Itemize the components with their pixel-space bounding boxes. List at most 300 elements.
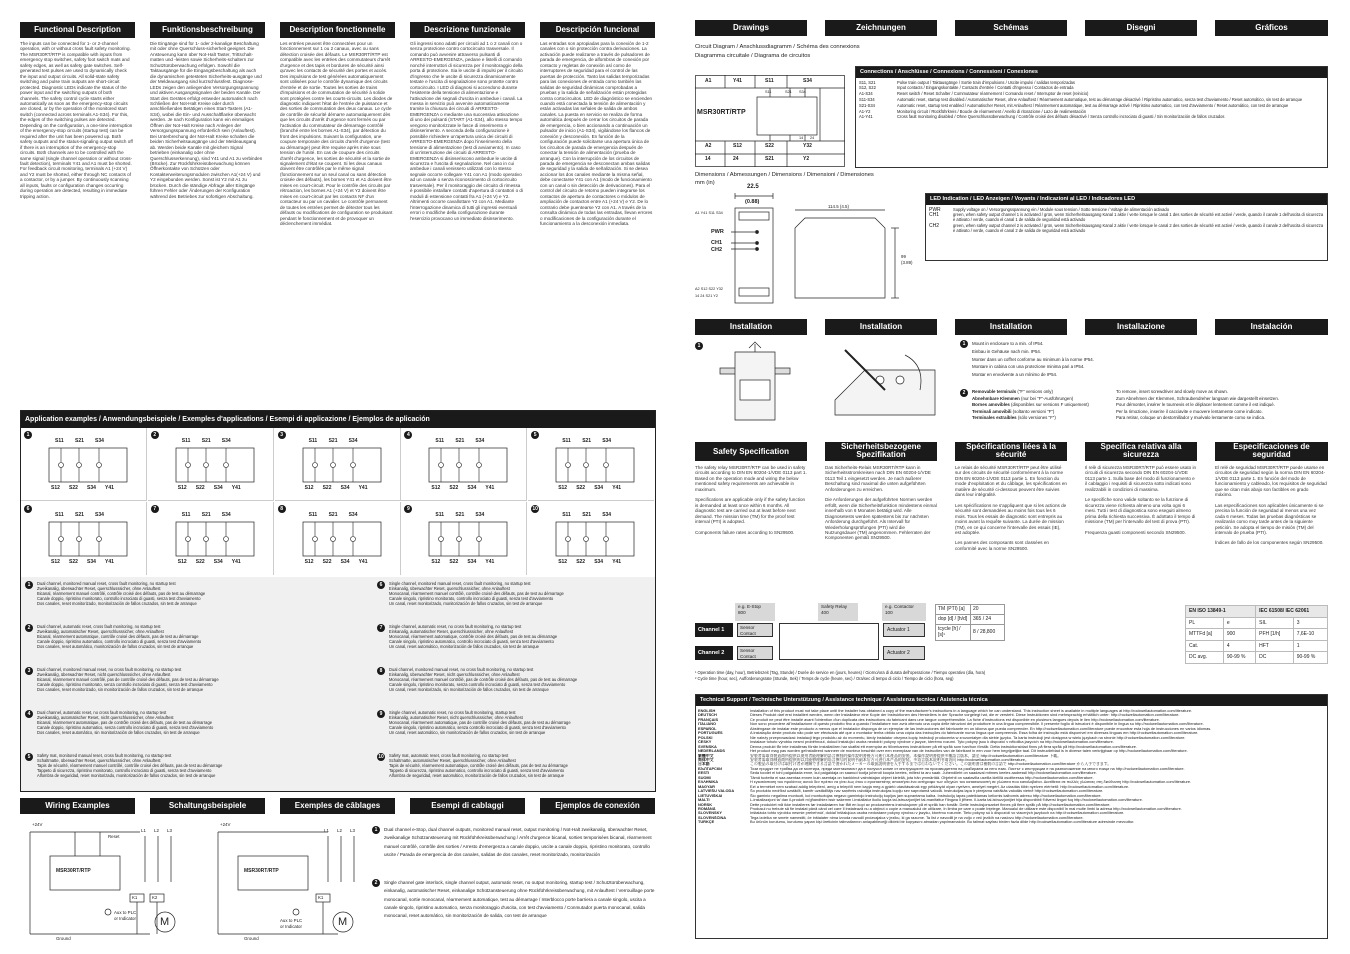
led-row [926,223,1327,234]
safety-paragraph: Le relais de sécurité MSR30RT/RTP peut être utilisé sur des circuits de sécurité conformément à la norme DIN EN 60204-1/VDE 0113 partie 1. En fonction du mode d'exploitation et du câblage, les spécifications en matière de sécurité ci-dessous peuvent être suivies dans leur intégralité. [955,465,1067,498]
channel-col-estop-value: 800 [738,609,746,615]
application-term-top: S21 [328,512,338,518]
support-text: L-installazzjoni ta' dan il-prodott m'għandhiex issir sakemm l-installatur ikollu kopja tal-istruzzjonijiet tal-manifattur f'lingwa li jifhem. Il-karta tal-istruzzjonijiet hija disponibbli f'diversi lingwi fuq http://rockwellautomation.com/literature. [750,798,1143,803]
application-term-bottom: S12 [304,485,314,491]
application-description-lines [37,581,300,606]
safety-paragraph: Specifications are applicable only if the safety function is demanded at least once within 6 months. All diagnostic test are carried out at least before next demand. The mission time (TM) for the proof test interval (PTI) is adopted. [695,497,806,525]
application-term-top: S21 [582,512,592,518]
support-text: Instalace tohoto výrobku nesmí proběhnout, dokud instalující osoba neobdrží pokyny výrobce v jazyce, kterému rozumí. Tyto pokyny jsou k dispozici v několika jazycích na http://rockwellautomation.com/literature. [750,740,1114,745]
connections-header: Connections / Anschlüsse / Connexions / Connessioni / Conexiones [856,67,1327,78]
application-description-line: Zweikanalig, überwachter Reset, querschlusssicher, ohne Anlauftest [37,586,161,591]
application-term-bottom: S34 [213,559,223,565]
application-description-line: Canale singolo, ripristino automatico, controllo incrociato di guasti, senza test d'avviamento [389,639,554,644]
application-diagram-grid [21,428,655,576]
application-term-top: S11 [308,438,318,444]
functional-header-it: Descrizione funzionale [410,22,525,38]
installation-step-1-line: Mount in enclosure to a min. of IP54. [972,341,1044,346]
support-text: Ce produit ne peut être installé avant l'obtention d'un duplicata des instructions du fabricant dans une langue compréhensible. La fiche d'instructions est disponible en plusieurs langues depuis le lien http://rockwellautomation.com/literature. [750,717,1160,722]
safety-header-es: Especificaciones de seguridad [1215,442,1328,461]
application-diagram-4 [401,428,527,501]
application-diagram-mark [312,537,317,542]
functional-header-es: Descripción funcional [540,22,655,38]
support-language: TÜRKÇE [698,820,715,825]
application-term-top: S11 [55,438,64,444]
iso-row [1186,640,1328,652]
application-term-top: S11 [562,512,571,518]
support-language: ITALIANO [698,722,717,727]
application-description-line: Monocanal, réarmement manuel contrôlé, contrôle croisé des défauts, pas de test au démarrage [389,591,564,596]
wiring-2-aux2: or Indicator [280,924,302,929]
iso-value: e [1223,617,1255,629]
channel-col-relay-value: 400 [821,609,829,615]
iso-13849-table [1185,605,1328,664]
support-text: Bu ürünün kurulumu, kurulumu yapan kişi üreticinin talimatlarının anlayabileceği dildeki bir kopyasını almadan yapılmamalıdır. Bu talimat sayfası birden fazla dilde http://rockwellautomation.com/literature adresinde mevcuttur. [750,820,1135,825]
wiring-2-motor: M [338,916,348,928]
dimensions-title: Dimensions / Abmessungen / Dimensions / Dimensioni / Dimensiones [695,172,874,178]
circuit-term-bottom2-y2: Y2 [803,156,810,162]
support-language: POLSKI [698,735,713,740]
safety-note-2: ² Cycle time (hour, sec), Aufforderungsrate (Stunde, Sek) / Temps de cycle (heure, sec) / Ora/sec di tempo di ciclo / Tiempo de ciclo (hora, seg) [695,676,954,681]
channel-col-estop [735,603,775,621]
application-diagram-svg [528,502,654,575]
operation-key: dop [d] / [h/d] [936,615,971,625]
installation-step-2-term-note: (sólo versiones "F") [1016,415,1056,420]
connection-description: Monitoring circuit / Rückführkreis / Boucle de réarmement / Anello di ritorazione / Lazo de realimentación [897,108,1087,114]
application-diagram-mark [330,463,335,468]
application-description-line: Canale doppio, ripristino automatico, senza controllo incrociato di guasti, senza test d'avviamento [37,725,214,730]
functional-text-de: Die Eingänge sind für 1- oder 2-kanalige Beschaltung mit oder ohne Querschluss-sicherheit geeignet. Die Ansteuerung kann über Not-Halt Taster, Trittschalt-matten und -leisten sowie Sicherheits-schaltern zur Schutztürüberwachung erfolgen. Sowohl die Taktausgänge für die Eingangsbeschaltung als auch die dynamischen getesteten Sicherheits-ausgänge und der Meldeausgang sind kurzschlussfest. Diagnose-LEDs zeigen den anliegenden Versorgungsspannung und aktiven Ausgangssignalen der beiden Kanäle. Der Start des Gerätes erfolgt entweder automatisch nach Schließen der Not-Halt Kreise oder durch anschließendes Betätigen eines Start-Tasters (A1-S34), wobei die Ein- und Ausschaltflanke überwacht werden. Je nach Konfiguration kann ein einmaliges Öffnen der Not-Halt Kreise nach Anlegen der Versorgungsspannung erforderlich sein (Anlauftest). Bei Unterbrechung der Not-Halt Kreise schalten die beiden Sicherheitsausgänge und der Meldeausgang ab. Werden beide Kanäle mit gleichem Signal betrieben (einkanalig oder ohne Querschlusserkennung), sind Y41 und A1 zu verbinden (Brücke). Zur Rückführkreisüberwachung können Öffnerkontakte von Schützen oder Kontakterweiterungsmodulen zwischen A1(+24 V) und Y2 eingebunden werden. Sonst ist Y2 mit A1 zu brücken. Durch die ständige Abfrage aller Eingänge führen Fehler oder Änderungen der Konfiguration während des Betriebes zur sofortigen Abschaltung. [150,41,263,199]
application-term-bottom: S22 [322,559,332,565]
support-language: FRANÇAIS [698,717,719,722]
installation-step-2-instruction: Para retirar, coloque un destornillador y muévalo lentamente como se indica. [1116,415,1266,420]
application-term-top: S11 [55,512,64,518]
operation-row [936,615,1005,625]
application-description-line: Tappeto di sicurezza, ripristino monitorato, controllo incrociato di guasti, senza test d'avviamento [37,768,212,773]
channel-diagram [695,603,930,665]
led-description: green, when safety output channel 2 is activated / grün, wenn Sicherheitsausgang Kanal 2 aktiv / verte lorsque le canal 2 des sorties de sécurité est activé / verde, quando il canale 2 dell'uscita di sicurezza è attivato / verde, cuando el canal 2 de salida de seguridad está activado [953,222,1324,233]
iso-header: EN ISO 13849-1 [1186,606,1256,618]
functional-text-es: Las entradas son apropiadas para la conexión de 1-2 canales con o sin protección contra derivaciones. La activación puede realizarse a través de pulsadores de parada de emergencia, de alfombras de conexión por contacto y regletas de conexión así como de interruptores de seguridad para el control de las puertas de protección. Tanto las salidas temporizadas para las conexiones de entrada como también las salidas de seguridad dinámicas comprobadas a pruebas y la salida de señalización están protegidas contra cortocircuitos. LED de diagnóstico se encienden cuando está conectada la tensión de alimentación y están activadas las señales de salida de ambos canales. La puesta en servicio se realiza de forma automática después de cerrar los circuitos de parada de emergencia, o bien accionando a continuación un pulsador de inicio (A1-S34), vigilándose los flancos de conexión y desconexión. En función de la configuración puede solicitarse una apertura única de los circuitos de parada de emergencia después de conectar la tensión de alimentación (prueba de arranque). Con la interrupción de los circuitos de parada de emergencia se desconectan ambas salidas de seguridad y la salida de señalización. Si se desea accionar los dos canales mediante la misma señal, debe conectarse Y41 con A1 (modo de funcionamiento con un canal o sin detección de derivaciones). Para el control del circuito de retorno pueden integrarse los contactos de apertura de contactores o módulos de ampliación de contactos entre A1 (+24 V) e Y2. De lo contrario debe puentearse Y2 con A1. A través de la consulta dinámica de todas las entradas, llevan errores o modificaciones de la configuración durante el funcionamiento a la desconexión inmediata. [540,41,653,226]
safety-paragraph: The safety relay MSR30RT/RTP can be used in safety circuits according to DIN EN 60204-1/VDE 0113 part 1. Based on the operation mode and wiring the below mentioned safety requirements are achievable in maximum. [695,465,807,492]
application-description-1 [25,581,300,606]
application-term-top: S21 [455,512,465,518]
channel-relay-block [779,623,879,660]
application-description-line: Dual channel, automatic reset, cross fault monitoring, no startup test [37,624,161,629]
dim-led-pwr: PWR [711,229,724,235]
support-text: Absténgase de instalar este producto a menos que el instalador disponga de un ejemplar de las instrucciones del fabricante en un idioma que pueda comprender. En http://rockwellautomation.com/literature puede encontrar esta hoja de instrucciones en varios idiomas. [750,726,1212,731]
led-description: green, when safety output channel 1 is activated / grün, wenn Sicherheitsausgang Kanal 1 aktiv / verte lorsque le canal 1 des sorties de sécurité est activé / verde, quando il canale 1 dell'uscita di sicurezza è attivato / verde, cuando el canal 1 de salida de seguridad está activado [953,212,1324,223]
installation-step-2-instruction: Pour démonter, insérer le tournevis et le déplacer lentement comme il est indiqué. [1116,402,1275,407]
application-description-line: Un canal, reset automático, monitorización de fallos cruzados, sin test de arranque [389,644,539,649]
operation-key: TM (PTI) [a] [936,605,971,615]
application-diagram-number: 7 [151,505,159,513]
installation-step-1-line: Montare in cabina con una protezione minima pari a IP54. [972,364,1085,370]
support-text: Nie należy przeprowadzać instalacji tego produktu aż do momentu, kiedy instalator otrzyma kopię instrukcji producenta w zrozumiałym dla siebie języku. Ta karta instrukcji jest dostępna w wielu językach na stronie http://rockwellautomation.com/literature. [750,735,1186,740]
channel-1-actuator: Actuator 1 [883,623,925,637]
iso-value: 900 [1223,629,1255,641]
application-diagram-number: 9 [404,505,412,513]
led-table [925,193,1328,261]
installation-step-1 [960,340,1328,379]
connection-description: Automatic reset, startup test enabled / Automatischer Reset, mit Anlauftest / Réarmement automatique, test au démarrage activé / Ripristino automatico, con test d'avviamento / Reset automático, con test de arranque [897,102,1289,108]
application-description-line: Einkanalig, automatischer Reset, querschlusssicher, ohne Anlauftest [389,629,514,634]
connection-description: Reset switch / Reset Schalter / Commutateur réarmement / Comando reset / Interruptor de reset (reinicio) [897,91,1089,97]
application-description-number: 6 [377,581,385,589]
application-term-bottom: S12 [431,559,441,565]
wiring-desc-1-number: 1 [372,826,380,834]
application-diagram-number: 8 [278,505,286,513]
support-text: Šo produktu nedrīkst uzstādīt, kamēr uzstādītājs nav saņēmis ražotāja instrukcijas kopiju sev saprotamā valodā. Instrukcijas lapa ir pieejama vairākās valodās vietnē http://rockwellautomation.com/literature. [750,789,1104,794]
circuit-term-top-s11: S11 [765,78,774,84]
application-description-lines [37,753,300,778]
support-text: Dette produktet må ikke installeres før installatøren har fått en kopi av produsentens instruksjoner på et språk han forstår. Dette instruksjonsarket finnes på flere språk på http://rockwellautomation.com/literature. [750,802,1111,807]
application-diagram-number: 4 [404,431,412,439]
application-description-line: Bicanal, réarmement automatique, contrôle croisé des défauts, pas de test au démarrage [37,634,199,639]
circuit-term-top-y41: Y41 [733,78,742,84]
channel-col-contactor-label: e.g. Contactor [885,604,914,609]
wiring-2-k1: K1 [318,895,324,900]
application-diagram-mark [203,537,208,542]
installation-step-2-instruction: To remove, insert screwdriver and slowly move as shown. [1116,389,1229,394]
application-term-bottom: S22 [69,485,78,491]
application-diagram-mark [77,537,82,542]
application-diagram-mark [477,463,482,468]
application-description-line: Bicanal, réarmement manuel contrôlé, contrôle croisé des défauts, pas de test au démarrage [37,591,206,596]
support-language: SUOMI [698,775,711,780]
application-diagram-svg [21,428,147,501]
iso-value: 4 [1223,640,1255,652]
application-diagram-svg [401,428,527,501]
application-term-top: S21 [201,512,211,518]
application-term-bottom: S34 [467,485,477,491]
application-diagram-6 [21,502,147,575]
support-language: LIETUVIŠKAI [698,793,723,798]
safety-paragraph: Il relè di sicurezza MSR30RT/RTP può essere usato in circuiti di sicurezza secondo DIN EN 60204-1/VDE 0113 parte 1. Sulla base del modo di funzionamento e il cablaggio i requisiti di sicurezza sotto indicati sono realizzabili in condizioni di massima. [1085,465,1197,492]
wiring-1-ground: Ground [56,936,71,941]
application-term-top: S21 [455,438,465,444]
application-term-top: S11 [435,438,445,444]
application-diagram-10 [528,502,654,575]
application-term-bottom: S34 [594,485,604,491]
installation-step-2-term-name: Removable terminals [972,389,1017,394]
application-diagram-mark [185,537,190,542]
circuit-inner-s21: S21 [785,90,792,94]
application-diagram-mark [584,463,589,468]
application-diagram-number: 2 [151,431,159,439]
application-description-number: 4 [25,710,33,718]
installation-step-2-number: 2 [960,389,968,397]
operation-table [935,604,1005,641]
application-description-line: Monocanal, réarmement automatique, pas de contrôle croisé des défauts, pas de test au démarrage [389,720,571,725]
application-term-top: S11 [308,512,318,518]
application-term-bottom: S34 [340,485,350,491]
application-term-bottom: S22 [576,485,586,491]
connection-terminal: S12, S22 [859,85,876,91]
application-description-line: Dos canales, reset automático, sin monitorización de fallos cruzados, sin test de arranque [37,730,200,735]
drawings-header-fr: Schémas [955,20,1067,36]
safety-header-de: Sicherheitsbezogene Spezifikation [825,442,937,461]
iso-key: Cat. [1186,640,1224,652]
application-description-lines [37,624,300,649]
support-row [696,820,1325,824]
application-term-top: S34 [475,438,485,444]
support-language: PORTUGUÊS [698,731,723,736]
application-description-9 [377,710,652,735]
application-term-top: S34 [221,438,231,444]
dim-led-ch2: CH2 [711,247,723,253]
application-description-line: Bicanal, réarmement manuel contrôlé, pas de contrôle croisé des défauts, pas de test au démarrage [37,677,219,682]
installation-step-2-term-note: (soltanto versioni "F") [1011,408,1055,414]
application-description-line: Schaltmatte, überwachter Reset, querschlusssicher, ohne Anlauftest [37,758,161,763]
application-description-line: Zweikanalig, automatischer Reset, nicht querschlusssicher, ohne Anlauftest [37,715,174,720]
support-text: Tämä tuotetta ei saa asentaa ennen kuin asentaja on hankkinut valmistajan ohjeet kielellä, jota hän ymmärtää. Ohjelehti on saatavilla useilla kielillä osoitteessa http://rockwellautomation.com/literature. [750,775,1094,780]
safety-text-en [695,465,807,595]
application-description-line: Zweikanalig, automatischer Reset, querschlusssicher, ohne Anlauftest [37,629,164,634]
application-term-bottom: Y41 [231,559,241,565]
safety-paragraph: Las especificaciones son aplicables únicamente si se precisa la función de seguridad al menos una vez cada 6 meses. Todas las pruebas diagnósticas se realizarán como muy tarde antes de la siguiente petición. Se adopta el tiempo de misión (TM) del intervalo de prueba (PTI). [1215,502,1324,535]
support-text: Het product mag pas worden geïnstalleerd wanneer de monteur beschikt over een exemplaar van de instructies van de fabrikant in een voor hem begrijpelijke taal. Dit instructieblad is in diverse talen verkrijgbaar op http://rockwellautomation.com/literature. [750,749,1188,754]
wiring-1-reset: Reset [108,834,120,839]
application-description-line: Single channel, automatic reset, no cross fault monitoring, no startup test [389,624,522,629]
led-name: CH1 [929,212,940,219]
connection-description: Pulse train output / Taktausgänge / Sortie train d'impulsions / Uscite impulsi / salidas temporizadas [897,79,1075,85]
application-diagram-mark [203,463,208,468]
application-diagram-mark [59,463,64,468]
channel-2-actuator: Actuator 2 [883,646,925,660]
application-description-line: Canale doppio, ripristino monitorato, senza controllo incrociato di guasti, senza test d'avviamento [37,682,213,687]
installation-step-2-table [972,389,1328,422]
support-text: 安裝者需取得製造商所提供以使用者能理解的語言撰寫的操作說明書後方可進行本產品的安裝。本操作說明書提供多種語言版本，請至 http://rockwellautomation.com/literature 下載。 [750,753,1062,758]
wiring-diagram-2 [208,822,368,942]
support-language: MAGYAR [698,784,715,789]
circuit-inner-s11: S11 [765,90,772,94]
support-text: Non sono procedere all'installazione di questo prodotto fino a quando l'installatore non avrà ottenuto una copia delle istruzioni del produttore in una lingua comprensibile. Il presente foglio di istruzioni è disponibile in lingua su http://rockwellautomation.com/literature. [750,722,1204,727]
drawings-header-de: Zeichnungen [825,20,937,36]
iso-key: PL [1186,617,1224,629]
application-description-number: 7 [377,624,385,632]
application-description-10 [377,753,652,778]
operation-row [936,605,1005,615]
dim-depth: 114.5 (4.5) [828,204,849,209]
application-term-top: S34 [95,438,104,444]
support-language: 简体中文 [698,758,714,763]
channel-col-relay-label: Safety Relay [821,604,848,609]
application-description-7 [377,624,652,649]
installation-step-2-term-note: ("F" versions only) [1016,389,1053,394]
application-term-bottom: S22 [195,485,205,491]
application-diagram-number: 10 [532,506,538,512]
application-description-number: 1 [25,581,33,589]
led-row [926,213,1327,224]
application-diagram-mark [312,463,317,468]
application-term-top: S21 [75,438,84,444]
iso-key: DC avg. [1186,652,1224,664]
application-diagram-mark [584,537,589,542]
support-text: 安装者需取得制造商所提供的以其能够理解的语言撰写的说明书副本后方可进行本产品的安装。多语言版本说明书请访问 http://rockwellautomation.com/literature。 [750,758,1029,763]
installation-figure-2 [825,340,950,430]
safety-text-de [825,465,937,595]
functional-header-fr: Description fonctionnelle [280,22,395,38]
application-term-top: S34 [348,438,358,444]
installation-step-2-term-name: Terminali amovibili [972,408,1012,414]
dim-front-top: A1 Y41 S11 S34 [695,211,723,215]
application-term-top: S34 [475,512,485,518]
wiring-1-l1: L1 [141,828,146,833]
dim-height: 99 [901,254,906,259]
installation-step-2-term-note: (disponibles sur versions F uniquement) [1009,402,1089,407]
application-diagram-mark [223,463,228,468]
installation-step-2-term-name: Terminales extraíbles [972,415,1017,420]
installation-header-de: Installation [825,319,937,335]
application-diagram-mark [457,537,462,542]
safety-header-it: Specifica relativa alla sicurezza [1085,442,1197,461]
circuit-term-bottom-s22: S22 [765,143,774,149]
safety-paragraph: Índices de fallo de los componentes según SN29500. [1215,540,1324,546]
iso-row [1186,652,1328,664]
application-term-bottom: S12 [51,485,60,491]
application-term-top: S34 [602,512,612,518]
connection-terminal: A1-Y2 [859,108,871,114]
application-description-line: Single channel, monitored manual reset, cross fault monitoring, no startup test [389,581,531,586]
iso-header-row [1186,606,1328,618]
installation-header-en: Installation [695,319,807,335]
application-description-line: Un canal, reset monitorizado, monitorización de fallos cruzados, sin test de arranque [389,601,543,606]
channel-2-label: Channel 2 [695,646,733,660]
application-description-line: Einkanalig, überwachter Reset, nicht querschlusssicher, ohne Anlauftest [389,672,520,677]
dim-front-bottom: A2 S12 S22 Y32 [695,287,724,291]
iso-key: MTTFd [a] [1186,629,1224,641]
application-description-5 [25,753,300,778]
safety-text-es [1215,465,1327,595]
application-description-number: 9 [377,710,385,718]
safety-note-1: ¹ Operation time (day, hour), Betriebszeit (Tag, Stunde) / Durée de service en (jours, heures) / Giorno/ora di durata dell'operazione / Tiempo operativo (día, hora) [695,670,986,675]
application-description-number: 8 [377,667,385,675]
support-language: MALTI [698,798,710,803]
wiring-2-device: MSR30RT/RTP [244,868,279,874]
led-name: PWR [929,206,941,213]
installation-step-2-term-name: Abnehmbare Klemmen [972,395,1020,401]
application-description-line: Canale doppio, ripristino monitorato, controllo incrociato di guasti, senza test d'avviamento [37,596,201,601]
wiring-header-es: Ejemplos de conexión [540,798,655,814]
circuit-term-bottom2-14: 14 [705,156,711,162]
dimensions-unit: mm (in) [695,180,715,186]
application-description-line: Dual channel, monitored manual reset, no cross fault monitoring, no startup test [37,667,182,672]
application-term-bottom: Y41 [485,485,495,491]
safety-paragraph: Components failure rates according to SN29500. [695,529,795,535]
channel-col-relay [818,603,858,621]
application-diagram-mark [566,463,571,468]
wiring-header-fr: Exemples de câblages [280,798,395,814]
channel-col-contactor [882,603,926,621]
application-diagram-number: 5 [531,431,539,439]
safety-paragraph: Les pannes des composants sont classées en conformité avec la norme SN29500. [955,540,1049,551]
circuit-term-bottom-y32: Y32 [803,143,812,149]
wiring-desc-2-number: 2 [372,879,380,887]
application-description-line: Dual channel, monitored manual reset, cross fault monitoring, no startup test [37,581,176,586]
wiring-desc-2 [372,879,656,920]
application-diagram-mark [457,463,462,468]
wiring-1-aux: Aux to PLC [114,910,137,915]
application-description-lines [389,624,652,649]
application-description-lines [37,667,300,692]
application-description-line: Zweikanalig, überwachter Reset, nicht querschlusssicher, ohne Anlauftest [37,672,171,677]
wiring-1-k2: K2 [152,895,158,900]
application-diagram-2 [148,428,274,501]
application-term-top: S21 [582,438,592,444]
wiring-2-l3: L3 [350,828,355,833]
application-description-line: Monocanal, réarmement manuel contrôlé, pas de contrôle croisé des défauts, pas de test au démarrage [389,677,578,682]
connection-terminal: S11-S34 [859,96,875,102]
support-language: NORSK [698,802,713,807]
installation-step-2-term-name: Bornes amovibles [972,402,1010,407]
safety-text-fr [955,465,1067,595]
led-description: Supply voltage on / Versorgungsspannung ein / Module sous tension / Sotto tensione / Voltaje de alimentación activado [953,206,1169,212]
application-diagram-svg [401,502,527,575]
application-diagram-mark [185,463,190,468]
wiring-desc-1 [372,826,656,859]
support-text: Dieses Produkt darf erst installiert werden, wenn der Installateur eine Kopie der Instruktionen des Herstellers in der Sprache vorgelegt hat, die er versteht. Diese Instruktionen sind mehrsprachig erhältlich unter: http://rockwellautomation.com/literature. [750,713,1180,718]
support-text: Denna produkt får inte installeras förrän installatören har skaffat ett exemplar av tillverkarens instruktioner på ett språk som han/hon förstår. Detta instruktionsblad finns på flera språk på http://rockwellautomation.com/literature. [750,744,1138,749]
support-text: Tega izdelka ne smete namestiti, če inštalater nima izvoda navodil proizvajalca v jeziku, ki ga razume. Ta list z navodili je na voljo v več jezikih na naslovu http://rockwellautomation.com/literature. [750,815,1084,820]
application-descriptions [21,577,655,791]
application-term-bottom: S12 [177,559,187,565]
application-term-top: S11 [562,438,571,444]
iec-key: DC [1256,652,1294,664]
application-description-line: Einkanalig, automatischer Reset, nicht querschlusssicher, ohne Anlauftest [389,715,523,720]
connection-terminal: S21-S34 [859,102,875,108]
application-term-bottom: S34 [213,485,223,491]
led-name: CH2 [929,222,940,229]
dim-width: 22.5 [747,184,759,190]
dim-width-in: (0.88) [745,199,760,205]
connection-description: Automatic reset, startup test disabled / Automatischer Reset, ohne Anlauftest / Réarmement automatique, test au démarrage désactivé / Ripristino automatico, senza test d'avviamento / Reset automático, sin test de arranque [897,96,1303,102]
application-diagram-5 [528,428,654,501]
application-description-lines [389,710,652,735]
safety-paragraph: Die Anforderungen der aufgeführten Normen werden erfüllt, wenn die Sicherheitsfunktion mindestens einmal innerhalb von 6 Monaten betätigt wird. Alle Diagnosetests werden spätestens bis zur nächsten Anforderung durchgeführt. Als Intervall für Wiederholungsprüfungen (PTI) wird die Nutzungsdauer (TM) angenommen. Fehlerraten der Komponenten gemäß SN29500. [825,497,937,541]
channel-1-label: Channel 1 [695,623,733,637]
connection-terminal: A1-S34 [859,91,873,97]
circuit-diagram [695,75,845,167]
application-term-bottom: S22 [195,559,205,565]
connections-table [855,66,1328,168]
application-description-line: Canale singolo, ripristino automatico, senza controllo incrociato di guasti, senza test d'avviamento [389,725,566,730]
application-diagram-mark [350,463,355,468]
circuit-inner-s34: S34 [799,90,806,94]
wiring-header-de: Schaltungsbeispiele [150,798,265,814]
circuit-term-bottom-s12: S12 [733,143,742,149]
iso-row [1186,617,1328,629]
wiring-2-l2: L2 [337,828,342,833]
application-diagram-8 [275,502,401,575]
application-description-line: Canale singolo, ripristino monitorato, controllo incrociato di guasti, senza test d'avviamento [389,596,554,601]
application-description-6 [377,581,652,606]
wiring-2-aux: Aux to PLC [280,918,303,923]
application-description-lines [389,753,652,778]
support-language: EESTI [698,771,710,776]
circuit-title-2: Diagramma circuitale / Diagrama de circuitos [695,53,811,59]
application-description-line: Tapis de sécurité, réarmement automatique, contrôle croisé des défauts, pas de test au démarrage [389,763,568,768]
wiring-1-aux2: or Indicator [114,916,136,921]
safety-header-fr: Spécifications liées à la sécurité [955,442,1067,461]
support-language: SLOVENŠČINA [698,815,727,820]
application-term-bottom: S34 [467,559,477,565]
application-term-bottom: S22 [322,485,332,491]
operation-value: 20 [971,605,1005,615]
channel-col-estop-label: e.g. E-Stop [738,604,761,609]
installation-step-1-number: 1 [960,340,968,348]
application-term-bottom: S22 [69,559,78,565]
wiring-diagram-1 [20,822,195,942]
